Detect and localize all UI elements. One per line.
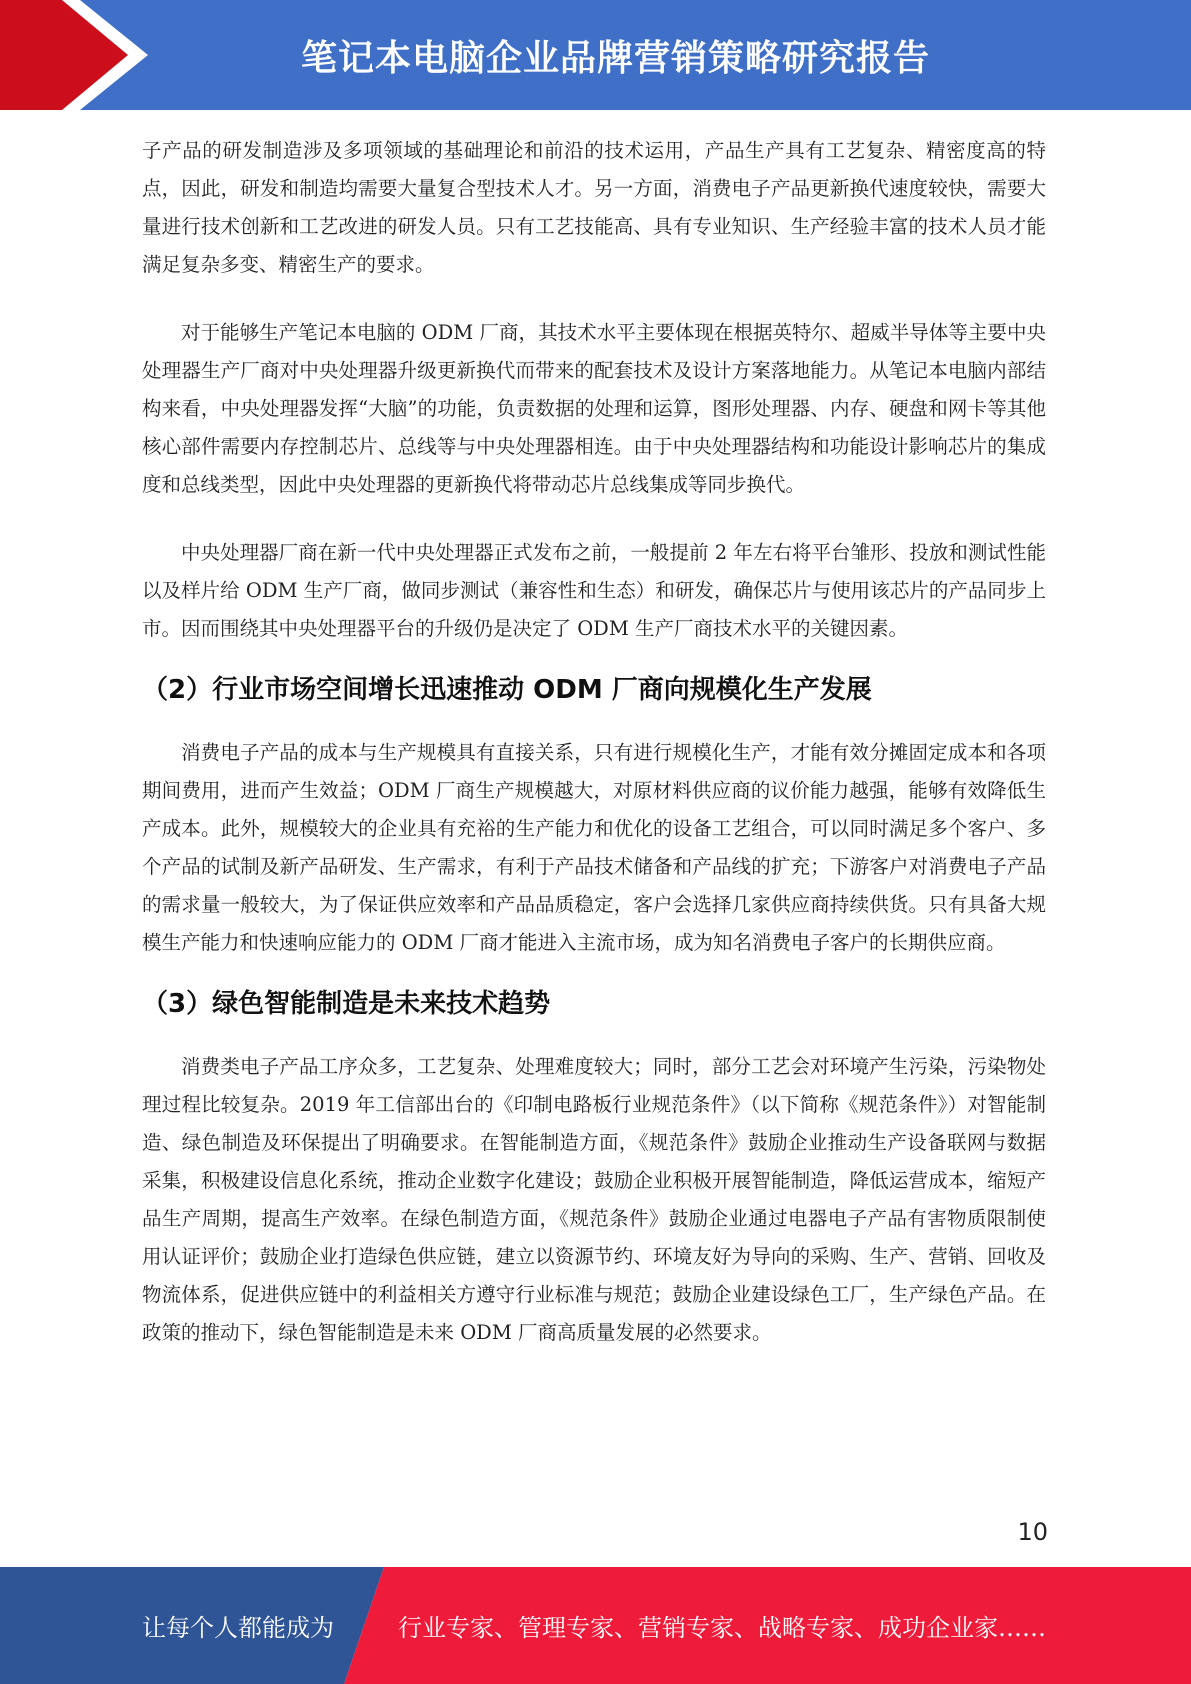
paragraph-4: 消费电子产品的成本与生产规模具有直接关系，只有进行规模化生产，才能有效分摊固定成本和各项期间费用，进而产生效益；ODM 厂商生产规模越大，对原材料供应商的议价能力越强，能够有效降低生产成本。此外，规模较大的企业具有充裕的生产能力和优化的设备工艺组合，可以同时满足多个客户、多个产品的试制及新产品研发、生产需求，有利于产品技术储备和产品线的扩充；下游客户对消费电子产品的需求量一般较大，为了保证供应效率和产品品质稳定，客户会选择几家供应商持续供货。只有具备大规模生产能力和快速响应能力的 ODM 厂商才能进入主流市场，成为知名消费电子客户的长期供应商。: [142, 741, 1046, 954]
paragraph-1: 子产品的研发制造涉及多项领域的基础理论和前沿的技术运用，产品生产具有工艺复杂、精密度高的特点，因此，研发和制造均需要大量复合型技术人才。另一方面，消费电子产品更新换代速度较快，需要大量进行技术创新和工艺改进的研发人员。只有工艺技能高、具有专业知识、生产经验丰富的技术人员才能满足复杂多变、精密生产的要求。: [142, 139, 1046, 276]
section-heading-3: （3）绿色智能制造是未来技术趋势: [142, 989, 551, 1019]
paragraph-2: 对于能够生产笔记本电脑的 ODM 厂商，其技术水平主要体现在根据英特尔、超威半导体等主要中央处理器生产厂商对中央处理器升级更新换代而带来的配套技术及设计方案落地能力。从笔记本电脑内部结构来看，中央处理器发挥“大脑”的功能，负责数据的处理和运算，图形处理器、内存、硬盘和网卡等其他核心部件需要内存控制芯片、总线等与中央处理器相连。由于中央处理器结构和功能设计影响芯片的集成度和总线类型，因此中央处理器的更新换代将带动芯片总线集成等同步换代。: [142, 321, 1046, 496]
header-band: [0, 0, 1191, 110]
paragraph-5: 消费类电子产品工序众多，工艺复杂、处理难度较大；同时，部分工艺会对环境产生污染，污染物处理过程比较复杂。2019 年工信部出台的《印制电路板行业规范条件》（以下简称《规范条件》）对智能制造、绿色制造及环保提出了明确要求。在智能制造方面，《规范条件》鼓励企业推动生产设备联网与数据采集，积极建设信息化系统，推动企业数字化建设；鼓励企业积极开展智能制造，降低运营成本，缩短产品生产周期，提高生产效率。在绿色制造方面，《规范条件》鼓励企业通过电器电子产品有害物质限制使用认证评价；鼓励企业打造绿色供应链，建立以资源节约、环境友好为导向的采购、生产、营销、回收及物流体系，促进供应链中的利益相关方遵守行业标准与规范；鼓励企业建设绿色工厂，生产绿色产品。在政策的推动下，绿色智能制造是未来 ODM 厂商高质量发展的必然要求。: [142, 1055, 1046, 1344]
section-heading-2: （2）行业市场空间增长迅速推动 ODM 厂商向规模化生产发展: [142, 675, 872, 705]
report-title: 笔记本电脑企业品牌营销策略研究报告: [300, 37, 930, 79]
footer-slogan-left: 让每个人都能成为: [142, 1614, 334, 1642]
footer-band: [0, 1567, 1191, 1684]
header-arrow-decoration: [0, 0, 160, 110]
footer-slogan-right: 行业专家、管理专家、营销专家、战略专家、成功企业家……: [398, 1614, 1046, 1642]
page-number: 10: [1017, 1518, 1048, 1546]
paragraph-3: 中央处理器厂商在新一代中央处理器正式发布之前，一般提前 2 年左右将平台雏形、投放和测试性能以及样片给 ODM 生产厂商，做同步测试（兼容性和生态）和研发，确保芯片与使用该芯片的产品同步上市。因而围绕其中央处理器平台的升级仍是决定了 ODM 生产厂商技术水平的关键因素。: [142, 541, 1046, 640]
document-body: [142, 132, 1046, 1352]
